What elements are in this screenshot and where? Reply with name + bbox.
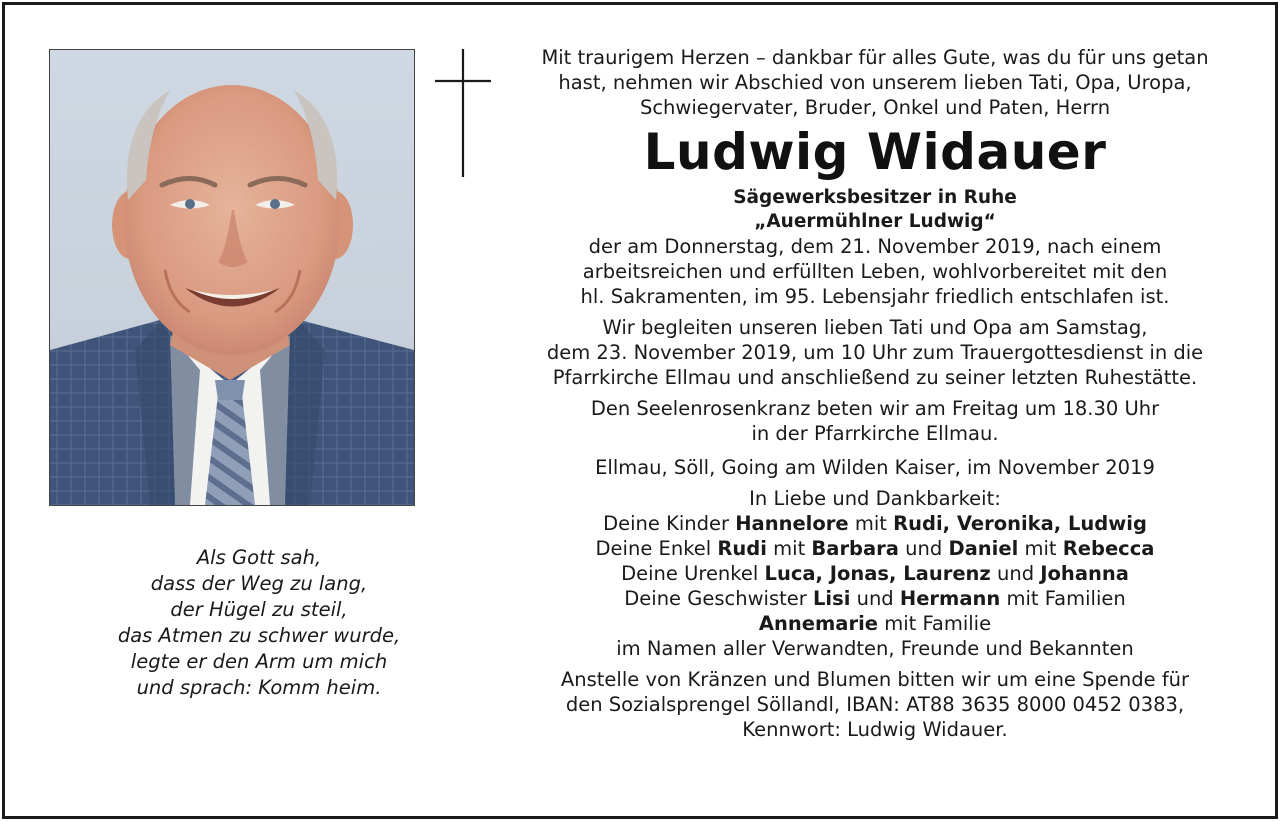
obituary-card: [2, 2, 1278, 819]
mourner-label: Deine Enkel: [595, 537, 718, 560]
mourners-sibling-extra: [465, 611, 1280, 636]
funeral-line: Wir begleiten unseren lieben Tati und Opa am Samstag,: [602, 316, 1148, 339]
death-notice-line: der am Donnerstag, dem 21. November 2019, nach einem: [588, 235, 1162, 258]
portrait-illustration: [50, 50, 414, 505]
mourner-name: Rebecca: [1062, 537, 1155, 560]
mourner-join: und: [850, 587, 900, 610]
funeral-line: dem 23. November 2019, um 10 Uhr zum Trauergottesdienst in die: [546, 341, 1204, 364]
mourners-grandchildren: [465, 536, 1280, 561]
mourner-name: Lisi: [812, 587, 851, 610]
poem-line: der Hügel zu steil,: [170, 598, 348, 621]
mourners-others: im Namen aller Verwandten, Freunde und Bekannten: [616, 637, 1134, 660]
mourner-name: Barbara: [811, 537, 899, 560]
intro-line: Schwiegervater, Bruder, Onkel und Paten, Herrn: [639, 96, 1111, 119]
mourner-name: Rudi, Veronika, Ludwig: [893, 512, 1147, 535]
mourner-join: mit: [1018, 537, 1063, 560]
mourners-intro: In Liebe und Dankbarkeit:: [749, 487, 1001, 510]
mourners-children: [465, 511, 1280, 536]
mourners-great-grandchildren: [465, 561, 1280, 586]
mourner-label: Deine Urenkel: [621, 562, 765, 585]
intro-line: hast, nehmen wir Abschied von unserem lieben Tati, Opa, Uropa,: [558, 71, 1192, 94]
mourner-name: Johanna: [1040, 562, 1129, 585]
intro-line: Mit traurigem Herzen – dankbar für alles Gute, was du für uns getan: [541, 46, 1209, 69]
poem-line: legte er den Arm um mich: [130, 650, 388, 673]
deceased-name: Ludwig Widauer: [643, 123, 1107, 181]
mourner-join: und: [990, 562, 1041, 585]
place-date: Ellmau, Söll, Going am Wilden Kaiser, im November 2019: [595, 456, 1155, 479]
mourner-label: Deine Kinder: [603, 512, 736, 535]
mourner-join: und: [898, 537, 949, 560]
poem-line: Als Gott sah,: [196, 546, 322, 569]
rosary-line: Den Seelenrosenkranz beten wir am Freitag um 18.30 Uhr: [590, 397, 1160, 420]
poem: [49, 545, 469, 701]
donation-line: den Sozialsprengel Söllandl, IBAN: AT88 3635 8000 0452 0383,: [565, 693, 1185, 716]
donation-line: Kennwort: Ludwig Widauer.: [742, 718, 1008, 741]
mourner-suffix: mit Familien: [1000, 587, 1126, 610]
poem-line: dass der Weg zu lang,: [150, 572, 368, 595]
mourner-name: Luca, Jonas, Laurenz: [764, 562, 991, 585]
mourners-siblings: [465, 586, 1280, 611]
mourner-label: Deine Geschwister: [624, 587, 813, 610]
mourner-join: mit: [848, 512, 894, 535]
mourner-join: mit: [766, 537, 812, 560]
portrait-photo: [49, 49, 415, 506]
funeral-line: Pfarrkirche Ellmau und anschließend zu seiner letzten Ruhestätte.: [552, 366, 1198, 389]
mourner-suffix: mit Familie: [878, 612, 992, 635]
donation-line: Anstelle von Kränzen und Blumen bitten wir um eine Spende für: [560, 668, 1190, 691]
occupation: Sägewerksbesitzer in Ruhe: [733, 187, 1017, 208]
obituary-text: [465, 45, 1280, 742]
poem-line: und sprach: Komm heim.: [136, 676, 382, 699]
mourner-name: Annemarie: [758, 612, 878, 635]
poem-line: das Atmen zu schwer wurde,: [117, 624, 401, 647]
rosary-line: in der Pfarrkirche Ellmau.: [751, 422, 999, 445]
death-notice-line: hl. Sakramenten, im 95. Lebensjahr friedlich entschlafen ist.: [580, 285, 1170, 308]
death-notice-line: arbeitsreichen und erfüllten Leben, wohlvorbereitet mit den: [582, 260, 1168, 283]
mourner-name: Hannelore: [735, 512, 849, 535]
mourner-name: Daniel: [948, 537, 1019, 560]
mourner-name: Hermann: [899, 587, 1001, 610]
mourner-name: Rudi: [717, 537, 767, 560]
nickname: „Auermühlner Ludwig“: [754, 211, 996, 232]
